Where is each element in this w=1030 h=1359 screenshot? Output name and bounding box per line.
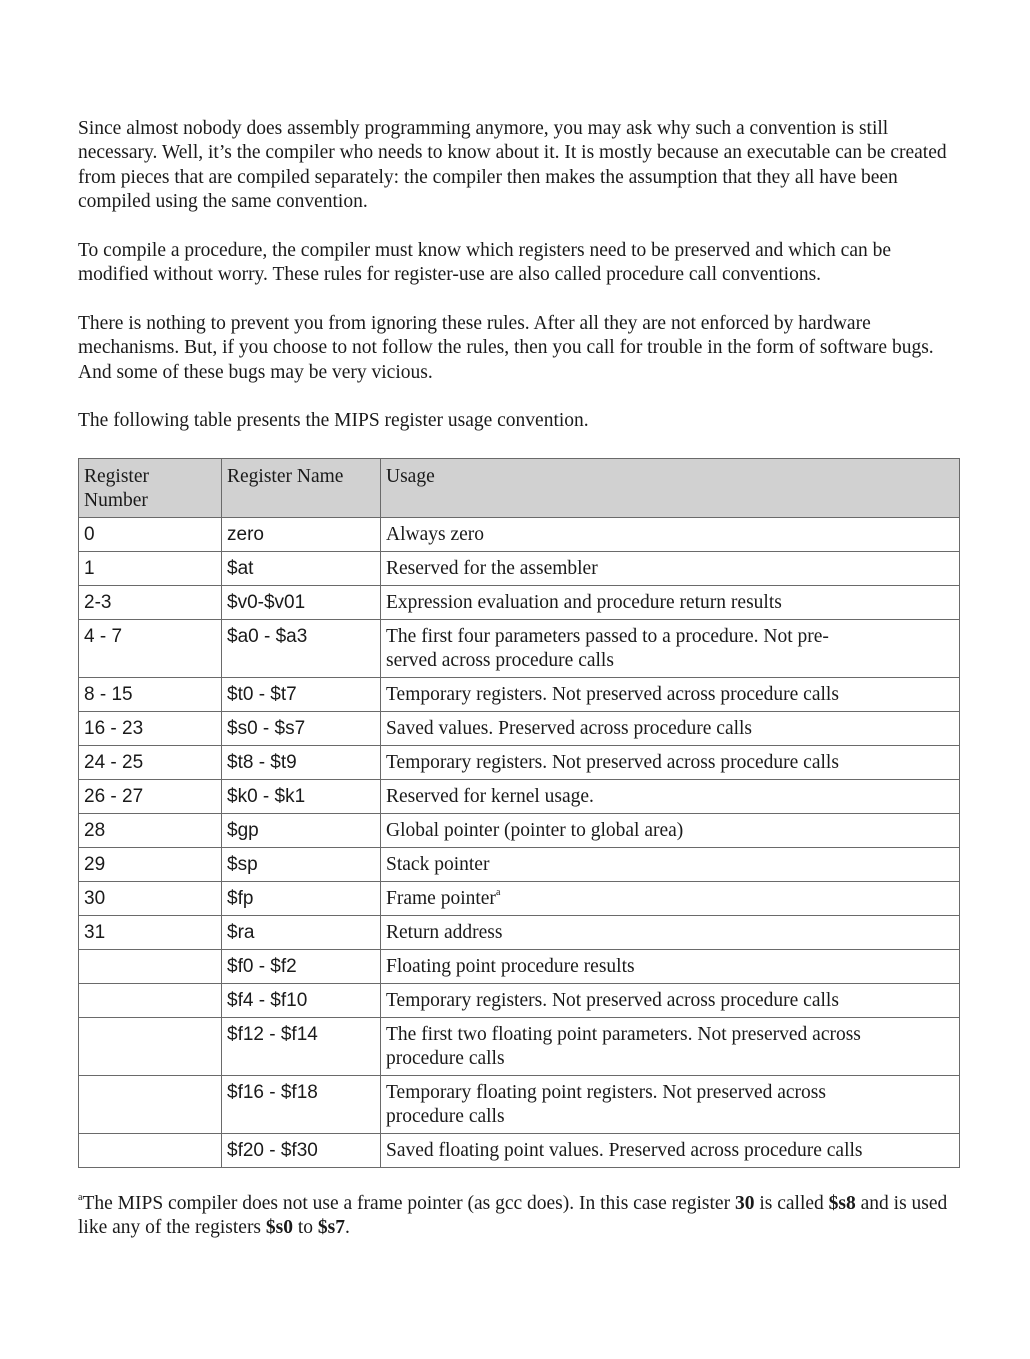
register-number — [79, 949, 222, 983]
register-usage: Temporary registers. Not preserved across procedure calls — [381, 983, 960, 1017]
footnote-text: and is used like any of the registers — [78, 1192, 948, 1239]
register-number: 16 - 23 — [79, 711, 222, 745]
paragraph-ignoring-rules: There is nothing to prevent you from ignoring these rules. After all they are not enforced by hardware mechanisms. But, if you choose to not follow the rules, then you call for trouble in the form of software bugs. And some of these bugs may be very vicious. — [78, 312, 934, 383]
register-usage: Return address — [381, 915, 960, 949]
footnote-text: . — [345, 1217, 350, 1239]
register-name: $f0 - $f2 — [222, 949, 381, 983]
register-name: $a0 - $a3 — [222, 619, 381, 677]
table-row — [79, 551, 960, 585]
register-number: 28 — [79, 813, 222, 847]
footnote-marker: a — [78, 1191, 83, 1203]
register-usage: The first two floating point parameters. Not preserved across procedure calls — [381, 1017, 960, 1075]
register-name: $t8 - $t9 — [222, 745, 381, 779]
register-number: 1 — [79, 551, 222, 585]
table-row — [79, 949, 960, 983]
register-usage: Expression evaluation and procedure return results — [381, 585, 960, 619]
table-row — [79, 813, 960, 847]
table-row — [79, 711, 960, 745]
register-number: 29 — [79, 847, 222, 881]
table-row — [79, 677, 960, 711]
register-number: 31 — [79, 915, 222, 949]
register-name: $ra — [222, 915, 381, 949]
table-row — [79, 983, 960, 1017]
register-usage: Saved floating point values. Preserved across procedure calls — [381, 1133, 960, 1167]
register-number — [79, 983, 222, 1017]
register-name: $gp — [222, 813, 381, 847]
register-number: 24 - 25 — [79, 745, 222, 779]
register-number: 0 — [79, 517, 222, 551]
register-number: 8 - 15 — [79, 677, 222, 711]
register-number — [79, 1017, 222, 1075]
footnote-text: to — [293, 1217, 318, 1239]
register-usage: Global pointer (pointer to global area) — [381, 813, 960, 847]
table-row — [79, 847, 960, 881]
register-name: zero — [222, 517, 381, 551]
register-number — [79, 1133, 222, 1167]
register-usage: The first four parameters passed to a procedure. Not pre-served across procedure calls — [381, 619, 960, 677]
register-number — [79, 1075, 222, 1133]
register-usage: Always zero — [381, 517, 960, 551]
register-name: $f20 - $f30 — [222, 1133, 381, 1167]
table-row — [79, 585, 960, 619]
footnote-reference: a — [495, 886, 501, 898]
register-name: $k0 - $k1 — [222, 779, 381, 813]
footnote-text: The MIPS compiler does not use a frame pointer (as gcc does). In this case register — [82, 1192, 735, 1214]
header-register-number: Register Number — [79, 458, 222, 517]
register-number: 26 - 27 — [79, 779, 222, 813]
register-name: $f4 - $f10 — [222, 983, 381, 1017]
register-usage: Temporary registers. Not preserved across procedure calls — [381, 745, 960, 779]
register-name: $fp — [222, 881, 381, 915]
register-name: $s0 - $s7 — [222, 711, 381, 745]
paragraph-table-intro: The following table presents the MIPS register usage convention. — [78, 410, 589, 432]
register-usage: Reserved for kernel usage. — [381, 779, 960, 813]
register-usage: Temporary registers. Not preserved across procedure calls — [381, 677, 960, 711]
table-row — [79, 517, 960, 551]
register-usage: Reserved for the assembler — [381, 551, 960, 585]
register-usage: Saved values. Preserved across procedure calls — [381, 711, 960, 745]
register-usage: Stack pointer — [381, 847, 960, 881]
register-usage-cell — [381, 881, 960, 915]
register-number: 2-3 — [79, 585, 222, 619]
register-name: $t0 - $t7 — [222, 677, 381, 711]
header-usage: Usage — [381, 458, 960, 517]
header-register-name: Register Name — [222, 458, 381, 517]
register-usage-table — [78, 458, 960, 1168]
table-row — [79, 881, 960, 915]
register-usage: Frame pointer — [386, 887, 496, 909]
register-name: $f12 - $f14 — [222, 1017, 381, 1075]
paragraph-compiler-convention: Since almost nobody does assembly programming anymore, you may ask why such a convention is still necessary. Well, it’s the compiler who needs to know about it. It is mostly because an executable can be created from pieces that are compiled separately: the compiler then makes the assumption that they all have been compiled using the same convention. — [78, 118, 947, 213]
table-row — [79, 915, 960, 949]
register-name: $at — [222, 551, 381, 585]
table-row — [79, 619, 960, 677]
register-number: 4 - 7 — [79, 619, 222, 677]
footnote — [78, 1192, 960, 1241]
table-row — [79, 745, 960, 779]
register-usage: Floating point procedure results — [381, 949, 960, 983]
table-row — [79, 1017, 960, 1075]
table-row — [79, 1133, 960, 1167]
paragraph-procedure-rules: To compile a procedure, the compiler must know which registers need to be preserved and which can be modified without worry. These rules for register-use are also called procedure call conventions. — [78, 239, 892, 286]
footnote-register-last: $s7 — [317, 1217, 346, 1239]
footnote-register-first: $s0 — [265, 1217, 293, 1239]
register-number: 30 — [79, 881, 222, 915]
table-header-row — [79, 458, 960, 517]
table-row — [79, 1075, 960, 1133]
register-name: $sp — [222, 847, 381, 881]
document-page — [78, 117, 960, 1260]
register-usage: Temporary floating point registers. Not preserved across procedure calls — [381, 1075, 960, 1133]
table-row — [79, 779, 960, 813]
footnote-register-number: 30 — [734, 1192, 755, 1214]
footnote-register-alias: $s8 — [828, 1192, 856, 1214]
footnote-text: is called — [754, 1192, 829, 1214]
register-name: $f16 - $f18 — [222, 1075, 381, 1133]
register-name: $v0-$v01 — [222, 585, 381, 619]
